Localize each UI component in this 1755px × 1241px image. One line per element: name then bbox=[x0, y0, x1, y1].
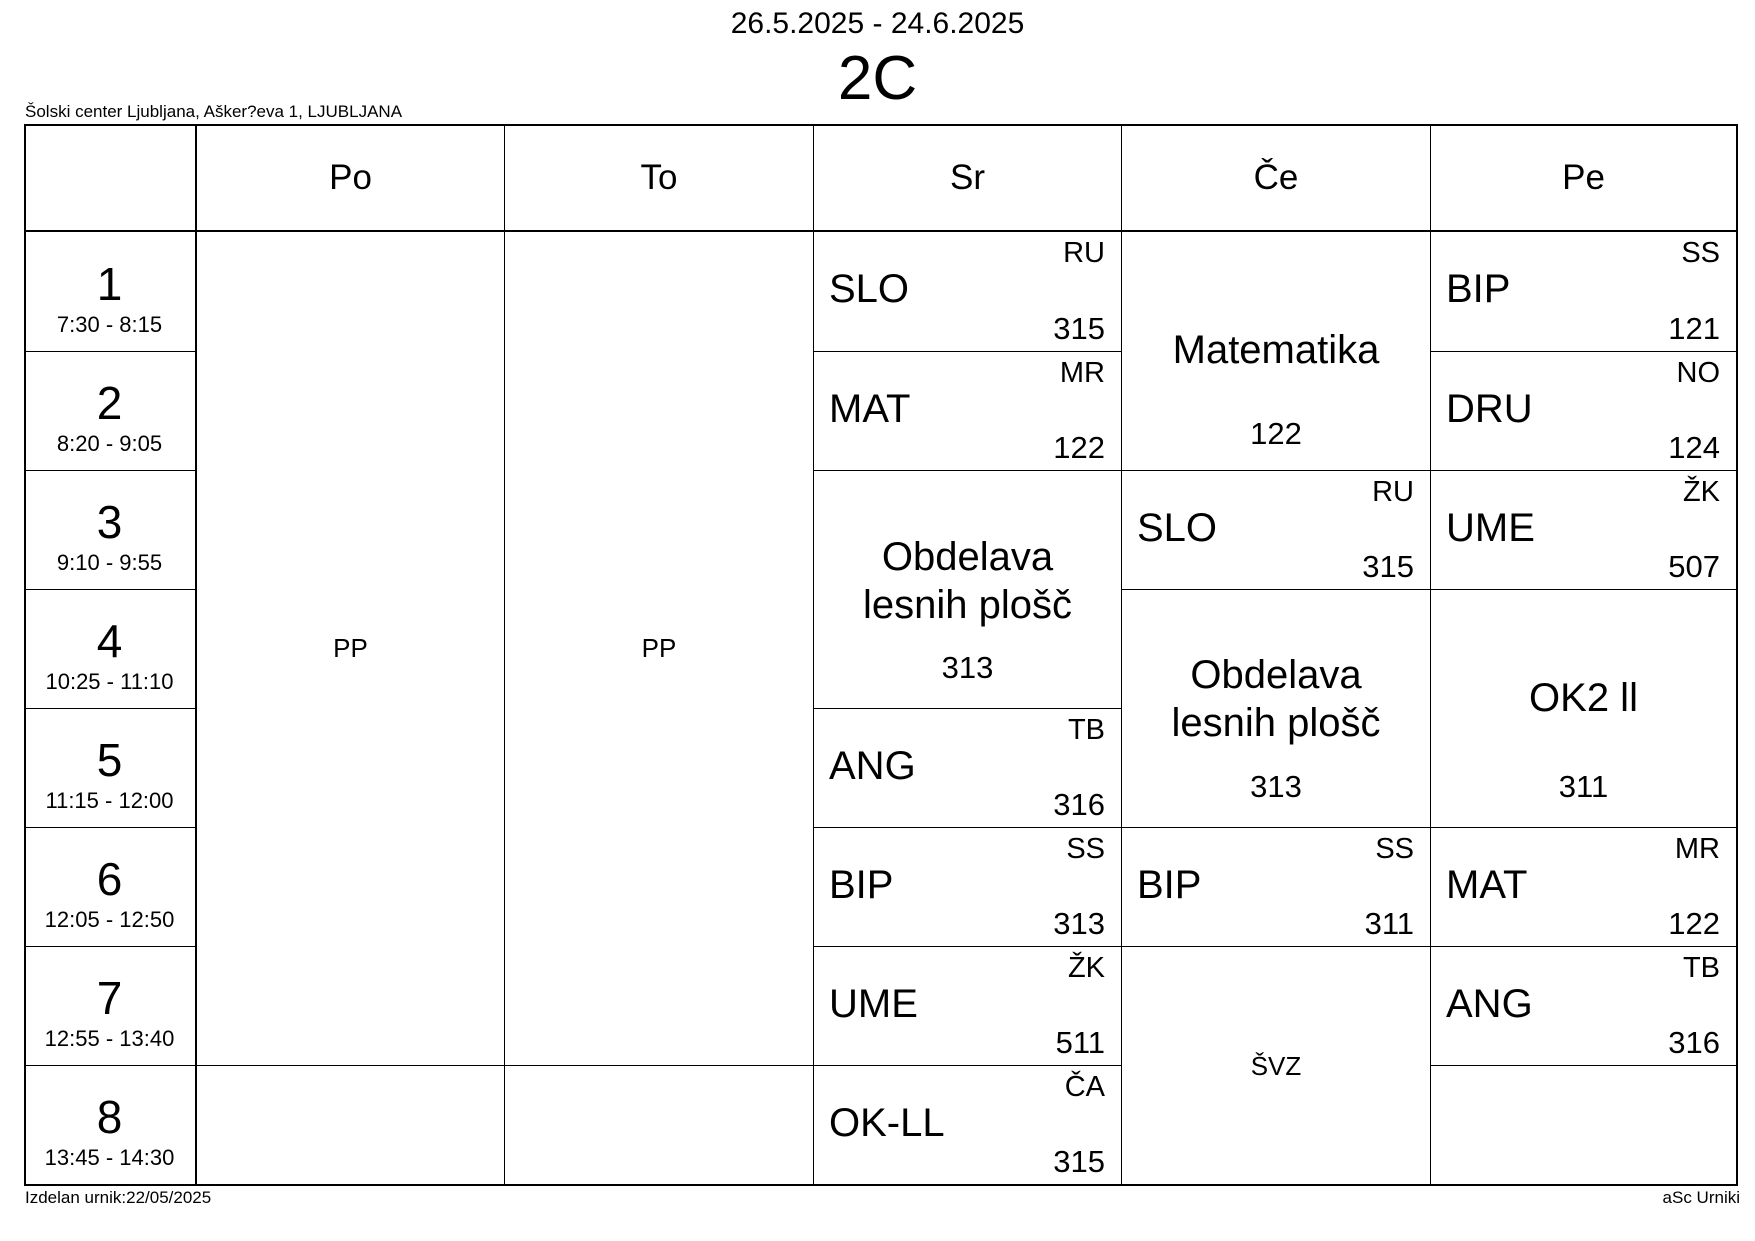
lesson-pe-4-5[interactable] bbox=[1431, 589, 1736, 827]
period-7 bbox=[24, 946, 195, 1065]
lesson-room: 121 bbox=[1668, 311, 1720, 346]
period-8 bbox=[24, 1065, 195, 1184]
lesson-teacher: SS bbox=[1681, 237, 1720, 269]
period-time: 12:05 - 12:50 bbox=[44, 907, 175, 932]
lesson-room: 122 bbox=[1250, 416, 1302, 451]
lesson-room: 313 bbox=[1053, 906, 1105, 941]
day-header-po: Po bbox=[329, 157, 372, 197]
lesson-room: 122 bbox=[1053, 430, 1105, 465]
period-number: 3 bbox=[96, 496, 123, 548]
lesson-room: 124 bbox=[1668, 430, 1720, 465]
period-4 bbox=[24, 589, 195, 708]
lesson-subject: MAT bbox=[829, 387, 911, 431]
lesson-room: 316 bbox=[1053, 787, 1105, 822]
date-range: 26.5.2025 - 24.6.2025 bbox=[730, 7, 1025, 40]
lesson-teacher: ČA bbox=[1064, 1071, 1105, 1103]
lesson-sr-6[interactable] bbox=[814, 827, 1121, 946]
lesson-pe-7[interactable] bbox=[1431, 946, 1736, 1065]
lesson-room: 511 bbox=[1055, 1025, 1105, 1060]
period-number: 1 bbox=[96, 258, 123, 310]
day-header-to: To bbox=[640, 157, 678, 197]
lesson-teacher: ŽK bbox=[1067, 952, 1105, 984]
lesson-room: 315 bbox=[1053, 1144, 1105, 1179]
period-time: 10:25 - 11:10 bbox=[45, 669, 174, 694]
lesson-label: ŠVZ bbox=[1250, 1051, 1302, 1081]
period-time: 7:30 - 8:15 bbox=[56, 312, 163, 337]
lesson-sr-3-4[interactable] bbox=[814, 470, 1121, 708]
lesson-subject: SLO bbox=[829, 267, 910, 311]
day-header-sr: Sr bbox=[950, 157, 985, 197]
grid-border-bottom bbox=[24, 1184, 1738, 1186]
period-1 bbox=[24, 232, 195, 351]
period-5 bbox=[24, 708, 195, 827]
lesson-subject: BIP bbox=[1137, 863, 1202, 907]
lesson-sr-1[interactable] bbox=[814, 232, 1121, 351]
lesson-teacher: SS bbox=[1066, 833, 1105, 865]
cell-divider bbox=[197, 1065, 504, 1066]
lesson-teacher: NO bbox=[1676, 357, 1720, 389]
lesson-subject: UME bbox=[1446, 506, 1535, 550]
school-name: Šolski center Ljubljana, Ašker?eva 1, LJUBLJANA bbox=[25, 102, 403, 121]
lesson-teacher: SS bbox=[1375, 833, 1414, 865]
period-number: 7 bbox=[96, 972, 123, 1024]
lesson-teacher: TB bbox=[1682, 952, 1720, 984]
lesson-sr-2[interactable] bbox=[814, 351, 1121, 470]
period-time: 13:45 - 14:30 bbox=[44, 1145, 175, 1170]
period-number: 5 bbox=[96, 734, 123, 786]
period-time: 9:10 - 9:55 bbox=[56, 550, 163, 575]
lesson-title: Matematika bbox=[1172, 328, 1380, 372]
lesson-label: PP bbox=[333, 633, 368, 663]
lesson-subject: BIP bbox=[829, 863, 894, 907]
period-time: 11:15 - 12:00 bbox=[45, 788, 174, 813]
lesson-teacher: MR bbox=[1059, 357, 1105, 389]
period-time: 12:55 - 13:40 bbox=[44, 1026, 175, 1051]
lesson-room: 315 bbox=[1053, 311, 1105, 346]
cell-divider bbox=[505, 1065, 813, 1066]
period-2 bbox=[24, 351, 195, 470]
period-number: 4 bbox=[96, 615, 123, 667]
period-6 bbox=[24, 827, 195, 946]
lesson-subject: SLO bbox=[1137, 506, 1218, 550]
lesson-room: 316 bbox=[1668, 1025, 1720, 1060]
lesson-title-line1: Obdelava bbox=[1190, 653, 1362, 697]
lesson-title-line2: lesnih plošč bbox=[1171, 701, 1381, 745]
lesson-subject: BIP bbox=[1446, 267, 1511, 311]
lesson-subject: ANG bbox=[829, 744, 916, 788]
lesson-ce-3[interactable] bbox=[1122, 470, 1430, 589]
lesson-teacher: RU bbox=[1372, 476, 1414, 508]
day-header-ce: Če bbox=[1253, 157, 1299, 197]
lesson-ce-6[interactable] bbox=[1122, 827, 1430, 946]
lesson-subject: ANG bbox=[1446, 982, 1533, 1026]
lesson-pe-3[interactable] bbox=[1431, 470, 1736, 589]
lesson-subject: MAT bbox=[1446, 863, 1528, 907]
lesson-room: 122 bbox=[1668, 906, 1720, 941]
day-header-pe: Pe bbox=[1562, 157, 1605, 197]
lesson-to-pp[interactable] bbox=[505, 232, 813, 1065]
software-brand: aSc Urniki bbox=[1662, 1188, 1740, 1207]
timetable-grid bbox=[24, 124, 1738, 1186]
lesson-room: 313 bbox=[1250, 769, 1302, 804]
lesson-ce-4-5[interactable] bbox=[1122, 589, 1430, 827]
lesson-title: OK2 ll bbox=[1529, 676, 1638, 720]
lesson-subject: UME bbox=[829, 982, 918, 1026]
lesson-pe-2[interactable] bbox=[1431, 351, 1736, 470]
lesson-subject: OK-LL bbox=[829, 1101, 945, 1145]
lesson-sr-5[interactable] bbox=[814, 708, 1121, 827]
created-date: Izdelan urnik:22/05/2025 bbox=[25, 1188, 212, 1207]
lesson-teacher: ŽK bbox=[1682, 476, 1720, 508]
lesson-sr-7[interactable] bbox=[814, 946, 1121, 1065]
lesson-room: 507 bbox=[1668, 549, 1720, 584]
lesson-subject: DRU bbox=[1446, 387, 1533, 431]
lesson-ce-7-8[interactable] bbox=[1122, 946, 1430, 1184]
lesson-sr-8[interactable] bbox=[814, 1065, 1121, 1184]
lesson-room: 315 bbox=[1362, 549, 1414, 584]
class-title: 2C bbox=[837, 44, 918, 113]
lesson-room: 311 bbox=[1364, 906, 1414, 941]
lesson-title-line1: Obdelava bbox=[881, 535, 1054, 579]
lesson-po-pp[interactable] bbox=[197, 232, 504, 1065]
period-time: 8:20 - 9:05 bbox=[56, 431, 163, 456]
lesson-label: PP bbox=[641, 633, 677, 663]
period-3 bbox=[24, 470, 195, 589]
cell-divider bbox=[1431, 1065, 1736, 1066]
lesson-teacher: TB bbox=[1067, 714, 1105, 746]
lesson-pe-6[interactable] bbox=[1431, 827, 1736, 946]
lesson-room: 313 bbox=[941, 650, 994, 685]
lesson-teacher: RU bbox=[1063, 237, 1105, 269]
period-number: 8 bbox=[96, 1091, 123, 1143]
period-number: 6 bbox=[96, 853, 123, 905]
grid-border-right bbox=[1736, 124, 1738, 1186]
lesson-room: 311 bbox=[1558, 769, 1609, 804]
lesson-teacher: MR bbox=[1674, 833, 1720, 865]
lesson-pe-1[interactable] bbox=[1431, 232, 1736, 351]
lesson-title-line2: lesnih plošč bbox=[862, 583, 1072, 627]
period-number: 2 bbox=[96, 377, 123, 429]
lesson-ce-1-2[interactable] bbox=[1122, 232, 1430, 470]
